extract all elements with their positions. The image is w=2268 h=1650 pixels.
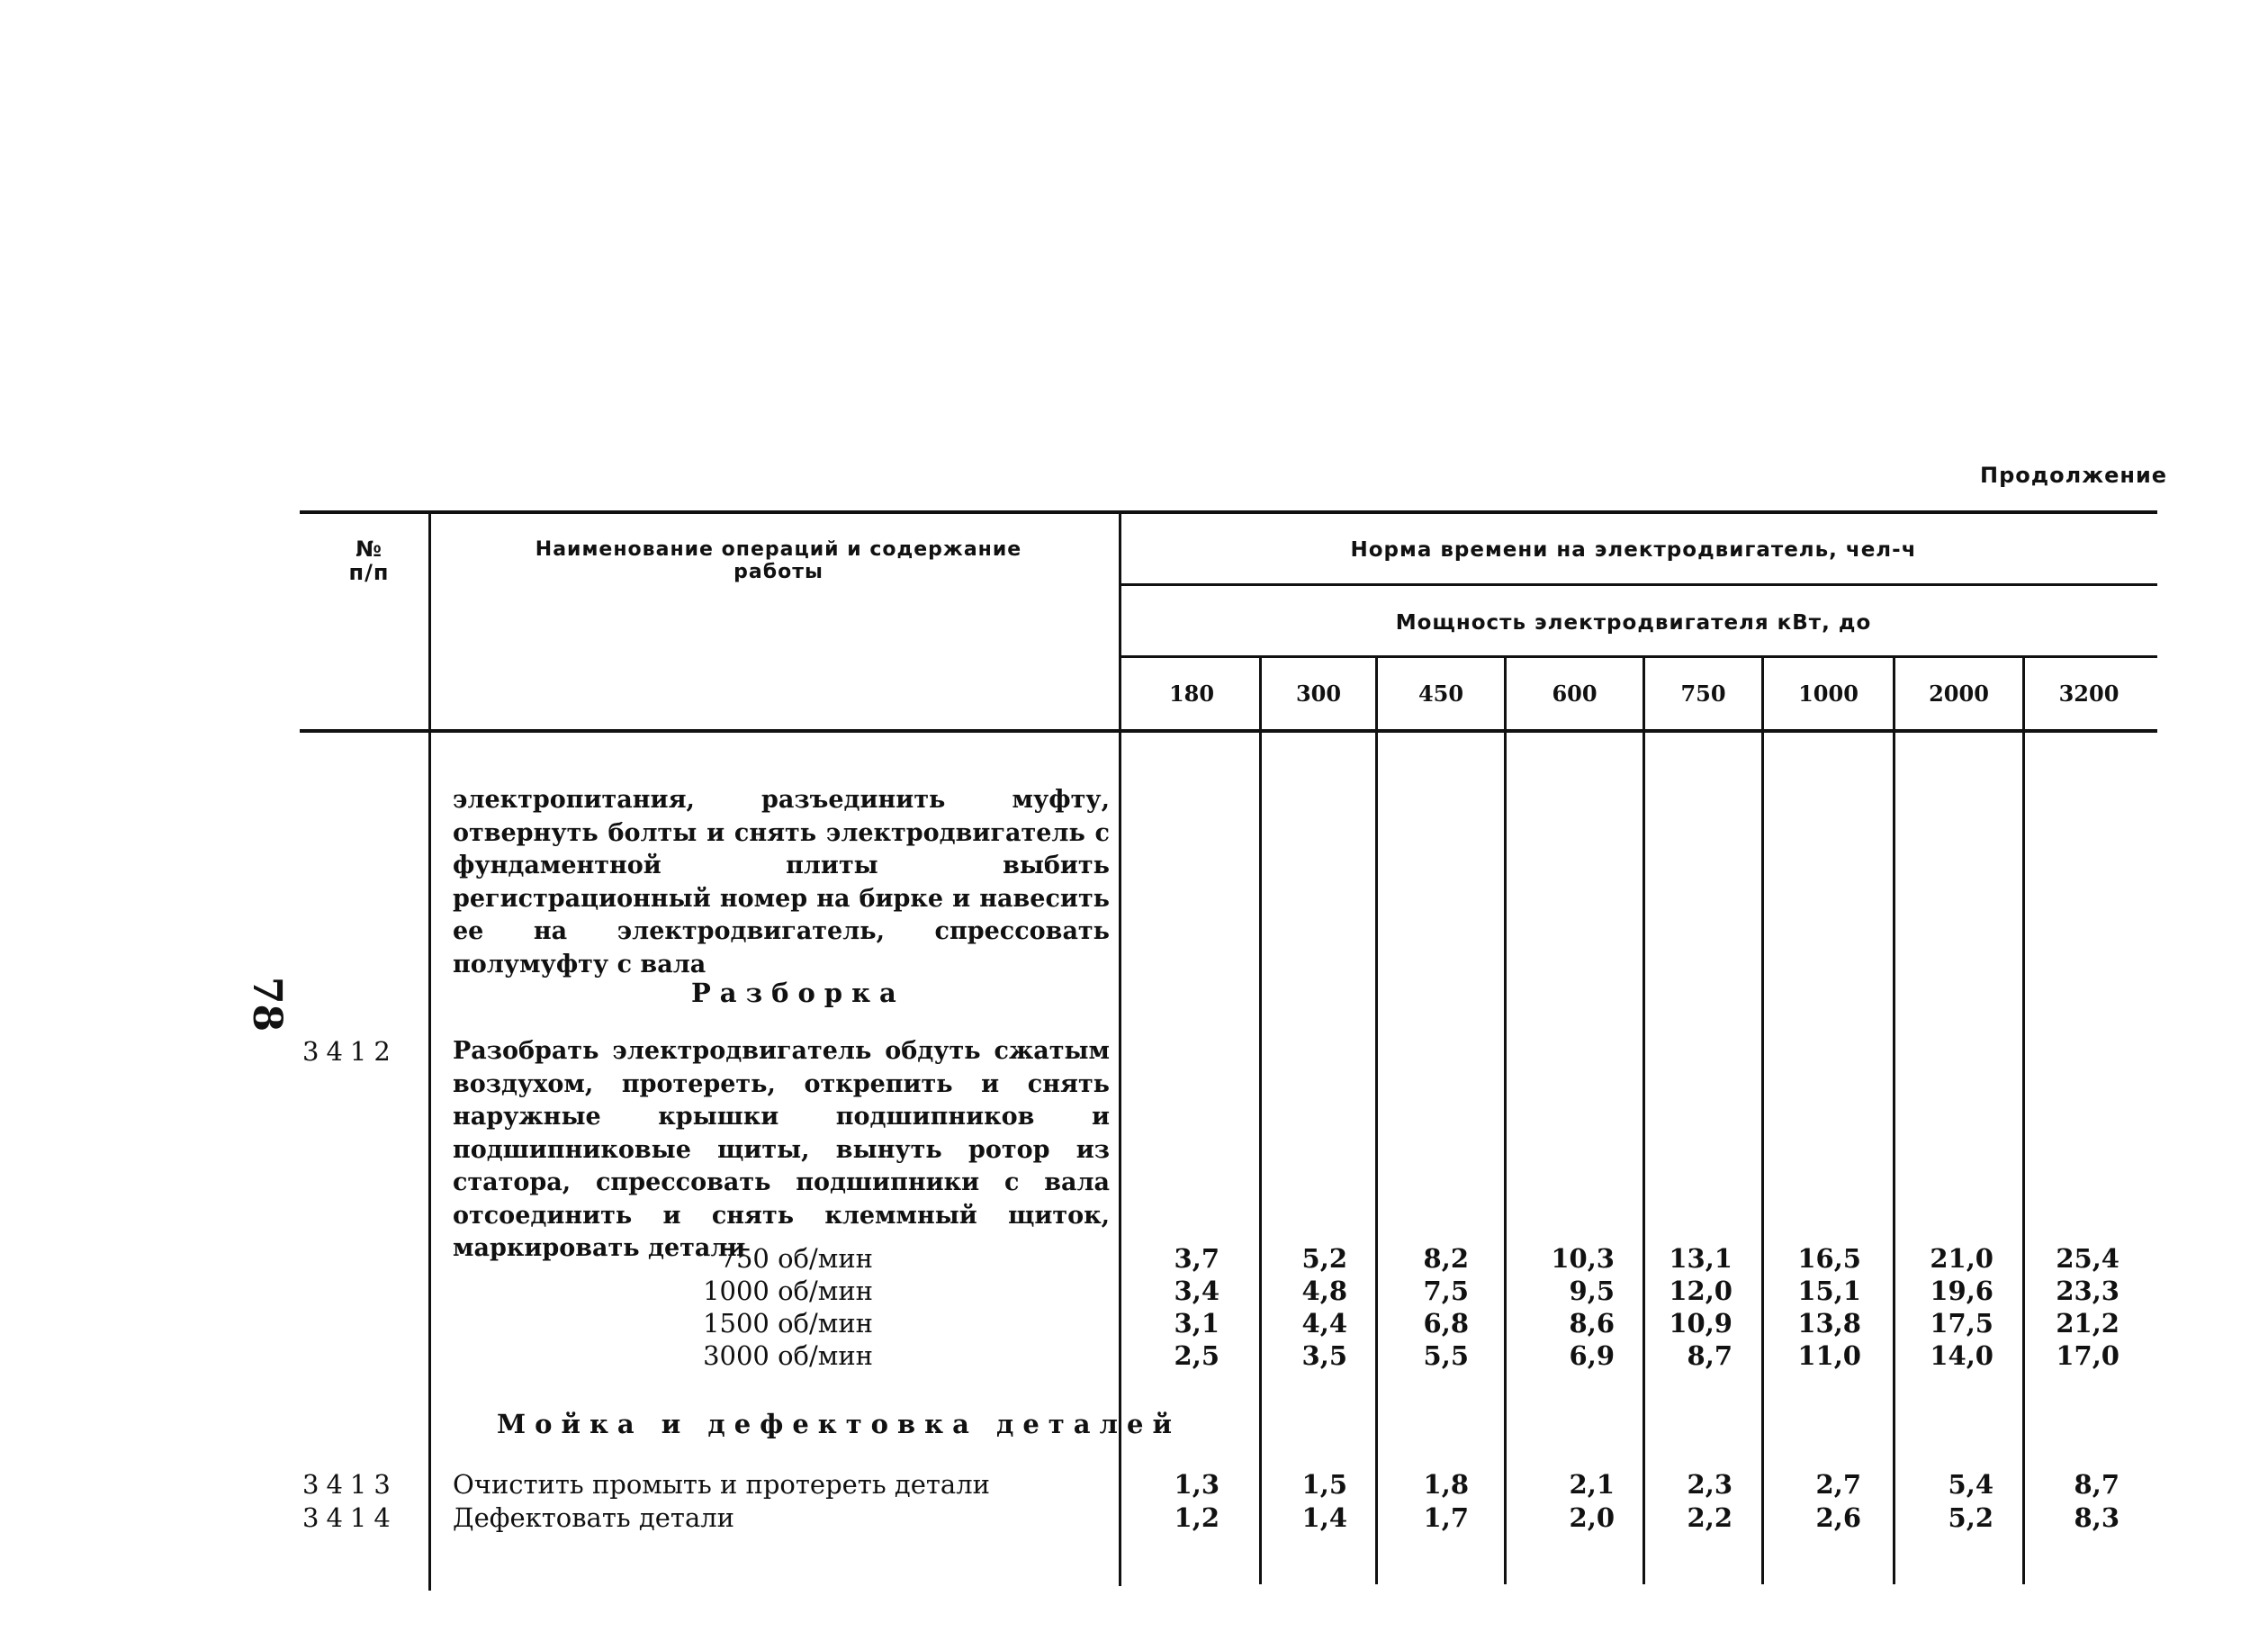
col-divider-no: [428, 510, 431, 1591]
op-3414-number: 3414: [302, 1502, 398, 1533]
speed-row-1-value-180: 3,4: [1174, 1276, 1220, 1306]
speed-row-0-value-180: 3,7: [1174, 1243, 1220, 1274]
speed-row-2-value-750: 10,9: [1669, 1308, 1732, 1339]
speed-row-label: 1000 об/мин: [703, 1276, 873, 1306]
power-col-450: 450: [1418, 681, 1464, 707]
speed-row-3-value-180: 2,5: [1174, 1340, 1220, 1371]
power-col-750: 750: [1680, 681, 1726, 707]
speed-row-2-value-450: 6,8: [1423, 1308, 1469, 1339]
speed-row-0-value-1000: 16,5: [1797, 1243, 1861, 1274]
op-3414-text: Дефектовать детали: [453, 1502, 734, 1533]
speed-row-0-value-2000: 21,0: [1930, 1243, 1994, 1274]
op-3413-number: 3413: [302, 1469, 398, 1500]
op-3414-value-1000: 2,6: [1815, 1502, 1861, 1533]
speed-row-label: 3000 об/мин: [703, 1340, 873, 1371]
speed-row-3-value-2000: 14,0: [1930, 1340, 1994, 1371]
op-3413-value-600: 2,1: [1569, 1469, 1615, 1500]
speed-row-0-value-300: 5,2: [1301, 1243, 1347, 1274]
speed-row-3-value-750: 8,7: [1687, 1340, 1732, 1371]
col-divider-2000: [2022, 655, 2025, 1584]
speed-row-0-value-600: 10,3: [1551, 1243, 1615, 1274]
section-disassembly: Разборка: [691, 978, 905, 1008]
op-3414-value-2000: 5,2: [1948, 1502, 1994, 1533]
speed-row-3-value-1000: 11,0: [1797, 1340, 1861, 1371]
col-divider-1000: [1893, 655, 1895, 1584]
intro-text: электропитания, разъединить муфту, отвернуть болты и снять электродвигатель с фундаментной плиты выбить регистрационный номер на бирке и навесить ее на электродвигатель, спрессовать полумуфту с вала: [453, 786, 1119, 978]
speed-row-2-value-300: 4,4: [1301, 1308, 1347, 1339]
speed-row-2-value-180: 3,1: [1174, 1308, 1220, 1339]
speed-row-1-value-300: 4,8: [1301, 1276, 1347, 1306]
header-col-power: Мощность электродвигателя кВт, до: [1395, 611, 1872, 635]
col-divider-180: [1259, 655, 1262, 1584]
speed-row-3-value-300: 3,5: [1301, 1340, 1347, 1371]
op-3414-value-600: 2,0: [1569, 1502, 1615, 1533]
col-divider-600: [1642, 655, 1645, 1584]
op-3412-number: 3412: [302, 1036, 398, 1067]
norm-header-rule: [1120, 583, 2157, 586]
page-number: 78: [244, 976, 291, 1032]
speed-row-0-value-450: 8,2: [1423, 1243, 1469, 1274]
op-3414-value-300: 1,4: [1301, 1502, 1347, 1533]
op-3414-value-750: 2,2: [1687, 1502, 1732, 1533]
speed-row-1-value-1000: 15,1: [1797, 1276, 1861, 1306]
speed-row-1-value-2000: 19,6: [1930, 1276, 1994, 1306]
header-bottom-rule: [300, 729, 2157, 733]
op-3413-value-2000: 5,4: [1948, 1469, 1994, 1500]
speed-row-label: 1500 об/мин: [703, 1308, 873, 1339]
op-3413-value-300: 1,5: [1301, 1469, 1347, 1500]
op-3413-value-3200: 8,7: [2074, 1469, 2120, 1500]
header-col-no: № п/п: [348, 536, 390, 585]
col-divider-750: [1761, 655, 1764, 1584]
op-3414-value-180: 1,2: [1174, 1502, 1220, 1533]
op-3413-value-1000: 2,7: [1815, 1469, 1861, 1500]
op-3412-text: Разобрать электродвигатель обдуть сжатым воздухом, протереть, открепить и снять наружные крышки подшипников и подшипниковые щиты, вынуть ротор из статора, спрессовать подшипники с вала отсоединить и снять клеммный щиток, маркировать детали: [453, 1037, 1119, 1262]
speed-row-1-value-600: 9,5: [1569, 1276, 1615, 1306]
continuation-label: Продолжение: [1980, 463, 2168, 488]
col-divider-300: [1375, 655, 1378, 1584]
speed-row-2-value-600: 8,6: [1569, 1308, 1615, 1339]
power-col-180: 180: [1168, 681, 1215, 707]
section-wash: Мойка и дефектовка деталей: [497, 1409, 1181, 1439]
speed-row-0-value-3200: 25,4: [2056, 1243, 2120, 1274]
op-3413-text: Очистить промыть и протереть детали: [453, 1469, 990, 1500]
speed-row-3-value-3200: 17,0: [2056, 1340, 2120, 1371]
op-3414-value-3200: 8,3: [2074, 1502, 2120, 1533]
speed-row-3-value-600: 6,9: [1569, 1340, 1615, 1371]
op-3413-value-180: 1,3: [1174, 1469, 1220, 1500]
speed-row-0-value-750: 13,1: [1669, 1243, 1732, 1274]
op-3413-value-750: 2,3: [1687, 1469, 1732, 1500]
speed-row-label: 750 об/мин: [719, 1243, 873, 1274]
power-col-3200: 3200: [2058, 681, 2120, 707]
speed-row-2-value-1000: 13,8: [1797, 1308, 1861, 1339]
op-3413-value-450: 1,8: [1423, 1469, 1469, 1500]
speed-row-2-value-3200: 21,2: [2056, 1308, 2120, 1339]
speed-row-3-value-450: 5,5: [1423, 1340, 1469, 1371]
speed-row-1-value-450: 7,5: [1423, 1276, 1469, 1306]
power-col-300: 300: [1295, 681, 1342, 707]
header-col-name: Наименование операций и содержание работы: [535, 538, 1022, 583]
header-col-norm: Норма времени на электродвигатель, чел-ч: [1350, 538, 1917, 562]
power-col-2000: 2000: [1929, 681, 1989, 707]
power-col-1000: 1000: [1798, 681, 1858, 707]
col-divider-450: [1504, 655, 1507, 1584]
speed-row-1-value-750: 12,0: [1669, 1276, 1732, 1306]
op-3414-value-450: 1,7: [1423, 1502, 1469, 1533]
speed-row-2-value-2000: 17,5: [1930, 1308, 1994, 1339]
power-col-600: 600: [1552, 681, 1598, 707]
speed-row-1-value-3200: 23,3: [2056, 1276, 2120, 1306]
power-header-rule: [1120, 655, 2157, 658]
table-top-rule: [300, 510, 2157, 514]
